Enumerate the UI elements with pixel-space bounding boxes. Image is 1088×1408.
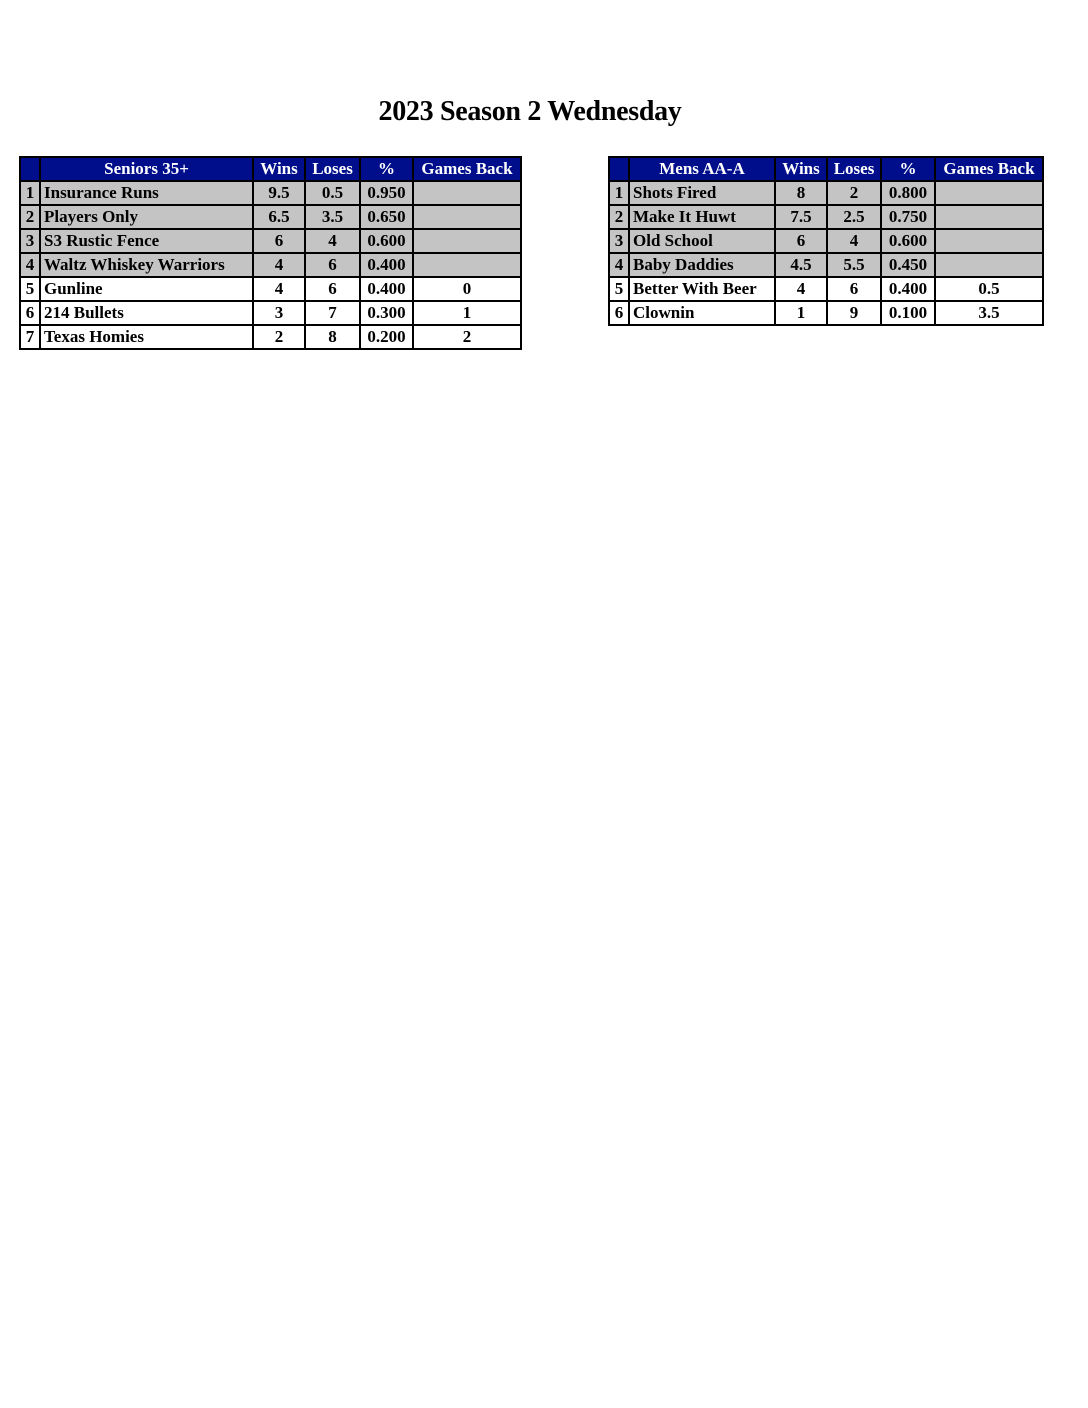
table-row <box>609 181 1043 205</box>
wins-cell: 8 <box>775 181 827 205</box>
games-back-header: Games Back <box>935 157 1043 181</box>
games-back-cell <box>413 205 521 229</box>
rank-cell: 3 <box>609 229 629 253</box>
games-back-cell: 1 <box>413 301 521 325</box>
table-row <box>20 277 521 301</box>
wins-cell: 7.5 <box>775 205 827 229</box>
rank-cell: 4 <box>609 253 629 277</box>
loses-cell: 6 <box>827 277 881 301</box>
team-cell: Shots Fired <box>629 181 775 205</box>
games-back-cell <box>413 253 521 277</box>
games-back-cell <box>413 229 521 253</box>
games-back-cell: 0 <box>413 277 521 301</box>
games-back-cell <box>935 229 1043 253</box>
table-row <box>20 229 521 253</box>
loses-cell: 0.5 <box>305 181 360 205</box>
team-cell: S3 Rustic Fence <box>40 229 253 253</box>
loses-cell: 4 <box>827 229 881 253</box>
wins-cell: 4.5 <box>775 253 827 277</box>
page-title: 2023 Season 2 Wednesday <box>378 96 682 127</box>
team-cell: Players Only <box>40 205 253 229</box>
standings-table-seniors <box>19 156 522 350</box>
table-row <box>20 301 521 325</box>
table-row <box>20 205 521 229</box>
games-back-cell <box>935 205 1043 229</box>
team-cell: 214 Bullets <box>40 301 253 325</box>
loses-cell: 2 <box>827 181 881 205</box>
rank-cell: 3 <box>20 229 40 253</box>
team-cell: Clownin <box>629 301 775 325</box>
team-cell: Better With Beer <box>629 277 775 301</box>
division-header: Mens AA-A <box>629 157 775 181</box>
team-cell: Old School <box>629 229 775 253</box>
team-cell: Waltz Whiskey Warriors <box>40 253 253 277</box>
rank-cell: 5 <box>20 277 40 301</box>
wins-cell: 4 <box>253 277 305 301</box>
rank-cell: 6 <box>609 301 629 325</box>
team-cell: Baby Daddies <box>629 253 775 277</box>
table-row <box>609 301 1043 325</box>
standings-table-mens <box>608 156 1044 326</box>
games-back-cell: 3.5 <box>935 301 1043 325</box>
table-row <box>20 181 521 205</box>
wins-header: Wins <box>253 157 305 181</box>
loses-cell: 6 <box>305 277 360 301</box>
pct-cell: 0.400 <box>360 253 413 277</box>
rank-cell: 7 <box>20 325 40 349</box>
pct-cell: 0.650 <box>360 205 413 229</box>
rank-cell: 2 <box>20 205 40 229</box>
loses-cell: 8 <box>305 325 360 349</box>
pct-cell: 0.450 <box>881 253 935 277</box>
pct-cell: 0.300 <box>360 301 413 325</box>
games-back-cell: 0.5 <box>935 277 1043 301</box>
table-row <box>20 253 521 277</box>
pct-header: % <box>360 157 413 181</box>
games-back-cell <box>935 181 1043 205</box>
pct-cell: 0.750 <box>881 205 935 229</box>
loses-header: Loses <box>305 157 360 181</box>
games-back-cell <box>935 253 1043 277</box>
table-header-row <box>20 157 521 181</box>
games-back-header: Games Back <box>413 157 521 181</box>
rank-cell: 4 <box>20 253 40 277</box>
table-row <box>609 253 1043 277</box>
wins-cell: 3 <box>253 301 305 325</box>
pct-cell: 0.400 <box>881 277 935 301</box>
table-row <box>609 277 1043 301</box>
wins-cell: 6 <box>253 229 305 253</box>
wins-cell: 6.5 <box>253 205 305 229</box>
loses-cell: 5.5 <box>827 253 881 277</box>
loses-cell: 6 <box>305 253 360 277</box>
division-header: Seniors 35+ <box>40 157 253 181</box>
wins-cell: 6 <box>775 229 827 253</box>
pct-header: % <box>881 157 935 181</box>
rank-cell: 2 <box>609 205 629 229</box>
team-cell: Insurance Runs <box>40 181 253 205</box>
wins-cell: 1 <box>775 301 827 325</box>
rank-header <box>609 157 629 181</box>
games-back-cell <box>413 181 521 205</box>
wins-cell: 4 <box>775 277 827 301</box>
wins-cell: 2 <box>253 325 305 349</box>
loses-cell: 3.5 <box>305 205 360 229</box>
loses-cell: 7 <box>305 301 360 325</box>
loses-header: Loses <box>827 157 881 181</box>
team-cell: Gunline <box>40 277 253 301</box>
rank-cell: 1 <box>20 181 40 205</box>
games-back-cell: 2 <box>413 325 521 349</box>
pct-cell: 0.950 <box>360 181 413 205</box>
pct-cell: 0.400 <box>360 277 413 301</box>
wins-cell: 4 <box>253 253 305 277</box>
table-row <box>609 229 1043 253</box>
table-row <box>20 325 521 349</box>
team-cell: Texas Homies <box>40 325 253 349</box>
loses-cell: 9 <box>827 301 881 325</box>
loses-cell: 4 <box>305 229 360 253</box>
rank-cell: 5 <box>609 277 629 301</box>
rank-cell: 1 <box>609 181 629 205</box>
pct-cell: 0.600 <box>881 229 935 253</box>
rank-header <box>20 157 40 181</box>
loses-cell: 2.5 <box>827 205 881 229</box>
rank-cell: 6 <box>20 301 40 325</box>
table-row <box>609 205 1043 229</box>
wins-header: Wins <box>775 157 827 181</box>
pct-cell: 0.200 <box>360 325 413 349</box>
pct-cell: 0.800 <box>881 181 935 205</box>
team-cell: Make It Huwt <box>629 205 775 229</box>
wins-cell: 9.5 <box>253 181 305 205</box>
pct-cell: 0.600 <box>360 229 413 253</box>
pct-cell: 0.100 <box>881 301 935 325</box>
table-header-row <box>609 157 1043 181</box>
